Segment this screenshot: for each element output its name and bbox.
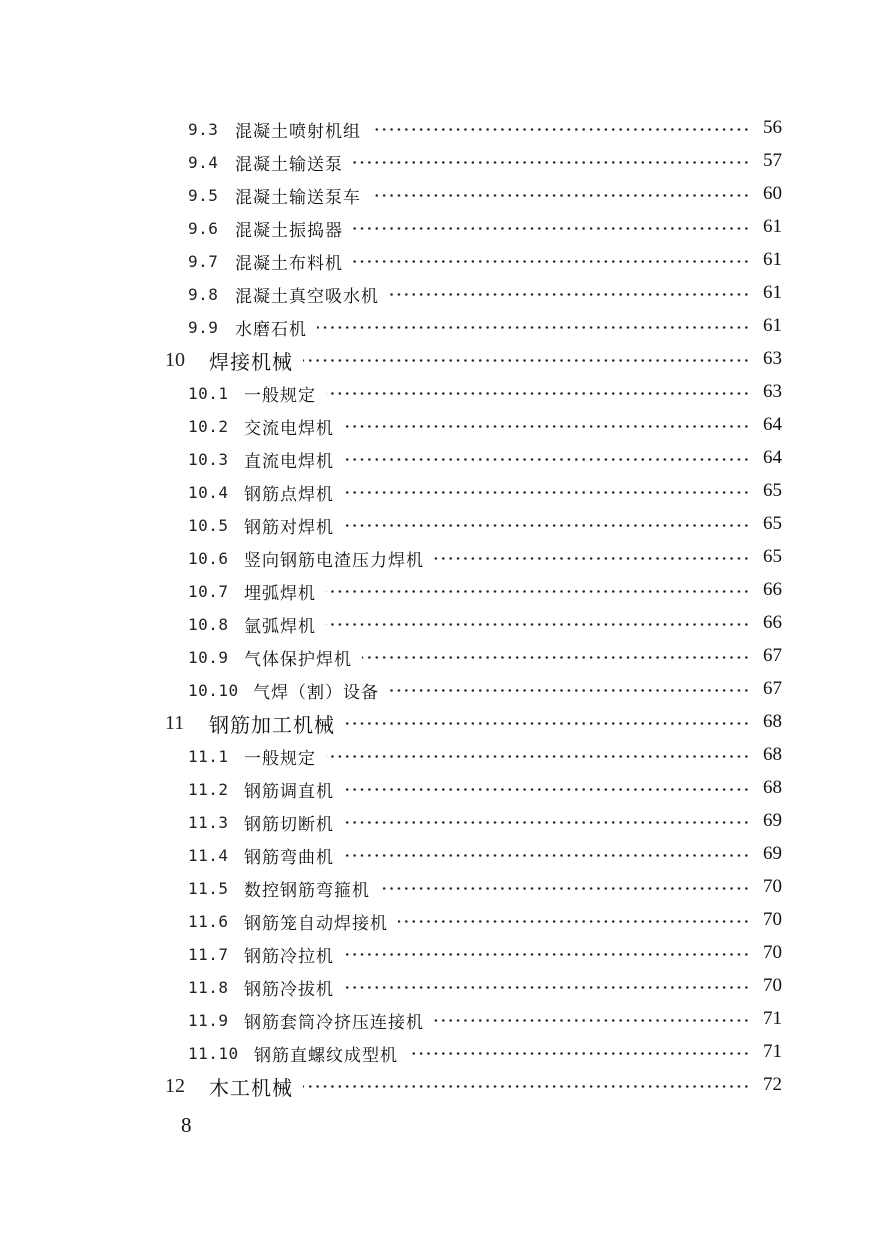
dot-leader bbox=[326, 392, 750, 395]
toc-number: 10.9 bbox=[188, 647, 229, 667]
toc-page-number: 57 bbox=[763, 150, 782, 171]
toc-entry[interactable] bbox=[0, 410, 878, 442]
dot-leader bbox=[371, 194, 750, 197]
dot-leader bbox=[344, 788, 750, 791]
toc-title: 钢筋加工机械 bbox=[209, 712, 335, 737]
toc-title: 混凝土输送泵 bbox=[235, 154, 343, 175]
toc-chapter[interactable] bbox=[0, 1070, 878, 1102]
toc-title: 气体保护焊机 bbox=[244, 649, 352, 670]
toc-title: 一般规定 bbox=[244, 385, 316, 406]
toc-title: 木工机械 bbox=[209, 1075, 293, 1100]
toc-entry[interactable] bbox=[0, 476, 878, 508]
toc-number: 11.10 bbox=[188, 1043, 239, 1063]
toc-number: 11.8 bbox=[188, 977, 229, 997]
toc-entry[interactable] bbox=[0, 773, 878, 805]
toc-title: 一般规定 bbox=[244, 748, 316, 769]
toc-entry[interactable] bbox=[0, 179, 878, 211]
dot-leader bbox=[362, 656, 750, 659]
toc-title: 交流电焊机 bbox=[244, 418, 334, 439]
toc-number: 10.3 bbox=[188, 449, 229, 469]
dot-leader bbox=[345, 722, 750, 725]
dot-leader bbox=[344, 986, 750, 989]
toc-entry[interactable] bbox=[0, 509, 878, 541]
toc-number: 10.10 bbox=[188, 680, 239, 700]
dot-leader bbox=[326, 590, 750, 593]
toc-page-number: 67 bbox=[763, 678, 782, 699]
toc-number: 11.3 bbox=[188, 812, 229, 832]
toc-page-number: 70 bbox=[763, 975, 782, 996]
toc-title: 钢筋冷拔机 bbox=[244, 979, 334, 1000]
dot-leader bbox=[344, 953, 750, 956]
toc-entry[interactable] bbox=[0, 641, 878, 673]
dot-leader bbox=[326, 623, 750, 626]
dot-leader bbox=[353, 227, 750, 230]
toc-number: 10 bbox=[165, 348, 185, 371]
toc-number: 11.1 bbox=[188, 746, 229, 766]
dot-leader bbox=[344, 524, 750, 527]
toc-page-number: 68 bbox=[763, 744, 782, 765]
dot-leader bbox=[353, 161, 750, 164]
toc-page-number: 67 bbox=[763, 645, 782, 666]
toc-title: 埋弧焊机 bbox=[244, 583, 316, 604]
toc-title: 混凝土喷射机组 bbox=[235, 121, 361, 142]
toc-entry[interactable] bbox=[0, 146, 878, 178]
toc-page-number: 64 bbox=[763, 447, 782, 468]
toc-entry[interactable] bbox=[0, 113, 878, 145]
toc-number: 9.5 bbox=[188, 185, 219, 205]
toc-entry[interactable] bbox=[0, 740, 878, 772]
toc-number: 11.7 bbox=[188, 944, 229, 964]
page-number: 8 bbox=[181, 1113, 192, 1137]
toc-entry[interactable] bbox=[0, 278, 878, 310]
toc-title: 钢筋直螺纹成型机 bbox=[254, 1045, 398, 1066]
toc-entry[interactable] bbox=[0, 608, 878, 640]
toc-page-number: 72 bbox=[763, 1074, 782, 1095]
toc-title: 氩弧焊机 bbox=[244, 616, 316, 637]
toc-entry[interactable] bbox=[0, 542, 878, 574]
toc-title: 钢筋对焊机 bbox=[244, 517, 334, 538]
toc-title: 钢筋调直机 bbox=[244, 781, 334, 802]
dot-leader bbox=[344, 425, 750, 428]
dot-leader bbox=[398, 920, 750, 923]
toc-entry[interactable] bbox=[0, 1004, 878, 1036]
toc-title: 钢筋点焊机 bbox=[244, 484, 334, 505]
toc-page-number: 71 bbox=[763, 1008, 782, 1029]
toc-entry[interactable] bbox=[0, 311, 878, 343]
toc-page-number: 70 bbox=[763, 942, 782, 963]
toc-page-number: 69 bbox=[763, 843, 782, 864]
toc-number: 9.8 bbox=[188, 284, 219, 304]
toc-title: 焊接机械 bbox=[209, 349, 293, 374]
toc-number: 11.5 bbox=[188, 878, 229, 898]
toc-entry[interactable] bbox=[0, 443, 878, 475]
toc-page-number: 65 bbox=[763, 480, 782, 501]
toc-page-number: 66 bbox=[763, 579, 782, 600]
toc-entry[interactable] bbox=[0, 212, 878, 244]
toc-page-number: 56 bbox=[763, 117, 782, 138]
dot-leader bbox=[389, 293, 750, 296]
toc-entry[interactable] bbox=[0, 245, 878, 277]
toc-title: 竖向钢筋电渣压力焊机 bbox=[244, 550, 424, 571]
toc-page-number: 61 bbox=[763, 315, 782, 336]
toc-chapter[interactable] bbox=[0, 344, 878, 376]
toc-title: 直流电焊机 bbox=[244, 451, 334, 472]
toc-page-number: 68 bbox=[763, 777, 782, 798]
toc-entry[interactable] bbox=[0, 872, 878, 904]
toc-title: 钢筋切断机 bbox=[244, 814, 334, 835]
toc-page-number: 65 bbox=[763, 546, 782, 567]
dot-leader bbox=[344, 458, 750, 461]
toc-title: 钢筋套筒冷挤压连接机 bbox=[244, 1012, 424, 1033]
dot-leader bbox=[303, 1085, 750, 1088]
toc-page-number: 66 bbox=[763, 612, 782, 633]
toc-page-number: 61 bbox=[763, 216, 782, 237]
toc-number: 9.7 bbox=[188, 251, 219, 271]
toc-number: 11.6 bbox=[188, 911, 229, 931]
toc-number: 11.4 bbox=[188, 845, 229, 865]
toc-number: 10.7 bbox=[188, 581, 229, 601]
toc-number: 12 bbox=[165, 1074, 185, 1097]
toc-number: 9.3 bbox=[188, 119, 219, 139]
toc-page-number: 70 bbox=[763, 909, 782, 930]
dot-leader bbox=[317, 326, 750, 329]
toc-number: 10.8 bbox=[188, 614, 229, 634]
dot-leader bbox=[344, 854, 750, 857]
toc-entry[interactable] bbox=[0, 971, 878, 1003]
toc-number: 9.9 bbox=[188, 317, 219, 337]
toc-page-number: 63 bbox=[763, 381, 782, 402]
dot-leader bbox=[344, 821, 750, 824]
toc-page-number: 70 bbox=[763, 876, 782, 897]
toc-title: 混凝土输送泵车 bbox=[235, 187, 361, 208]
toc-title: 气焊（割）设备 bbox=[253, 682, 379, 703]
toc-page-number: 68 bbox=[763, 711, 782, 732]
dot-leader bbox=[380, 887, 750, 890]
dot-leader bbox=[353, 260, 750, 263]
toc-title: 混凝土布料机 bbox=[235, 253, 343, 274]
toc-page-number: 69 bbox=[763, 810, 782, 831]
dot-leader bbox=[326, 755, 750, 758]
toc-number: 10.5 bbox=[188, 515, 229, 535]
toc-title: 钢筋弯曲机 bbox=[244, 847, 334, 868]
toc-entry[interactable] bbox=[0, 938, 878, 970]
toc-page-number: 61 bbox=[763, 249, 782, 270]
toc-number: 10.4 bbox=[188, 482, 229, 502]
toc-entry[interactable] bbox=[0, 575, 878, 607]
dot-leader bbox=[303, 359, 750, 362]
toc-page-number: 61 bbox=[763, 282, 782, 303]
toc-page-number: 63 bbox=[763, 348, 782, 369]
toc-page-number: 71 bbox=[763, 1041, 782, 1062]
dot-leader bbox=[434, 557, 750, 560]
toc-title: 混凝土真空吸水机 bbox=[235, 286, 379, 307]
dot-leader bbox=[389, 689, 750, 692]
toc-title: 混凝土振捣器 bbox=[235, 220, 343, 241]
dot-leader bbox=[344, 491, 750, 494]
toc-title: 钢筋笼自动焊接机 bbox=[244, 913, 388, 934]
toc-number: 11.2 bbox=[188, 779, 229, 799]
dot-leader bbox=[371, 128, 750, 131]
toc-number: 11 bbox=[165, 711, 185, 734]
toc-page-number: 65 bbox=[763, 513, 782, 534]
toc-number: 10.6 bbox=[188, 548, 229, 568]
toc-entry[interactable] bbox=[0, 1037, 878, 1069]
toc-title: 钢筋冷拉机 bbox=[244, 946, 334, 967]
toc-title: 数控钢筋弯箍机 bbox=[244, 880, 370, 901]
dot-leader bbox=[434, 1019, 750, 1022]
toc-number: 9.4 bbox=[188, 152, 219, 172]
toc-number: 9.6 bbox=[188, 218, 219, 238]
toc-number: 10.1 bbox=[188, 383, 229, 403]
toc-entry[interactable] bbox=[0, 905, 878, 937]
toc-entry[interactable] bbox=[0, 674, 878, 706]
toc-number: 10.2 bbox=[188, 416, 229, 436]
toc-page-number: 60 bbox=[763, 183, 782, 204]
toc-entry[interactable] bbox=[0, 377, 878, 409]
toc-page-number: 64 bbox=[763, 414, 782, 435]
toc-entry[interactable] bbox=[0, 806, 878, 838]
dot-leader bbox=[408, 1052, 750, 1055]
toc-chapter[interactable] bbox=[0, 707, 878, 739]
toc-entry[interactable] bbox=[0, 839, 878, 871]
toc-number: 11.9 bbox=[188, 1010, 229, 1030]
toc-title: 水磨石机 bbox=[235, 319, 307, 340]
